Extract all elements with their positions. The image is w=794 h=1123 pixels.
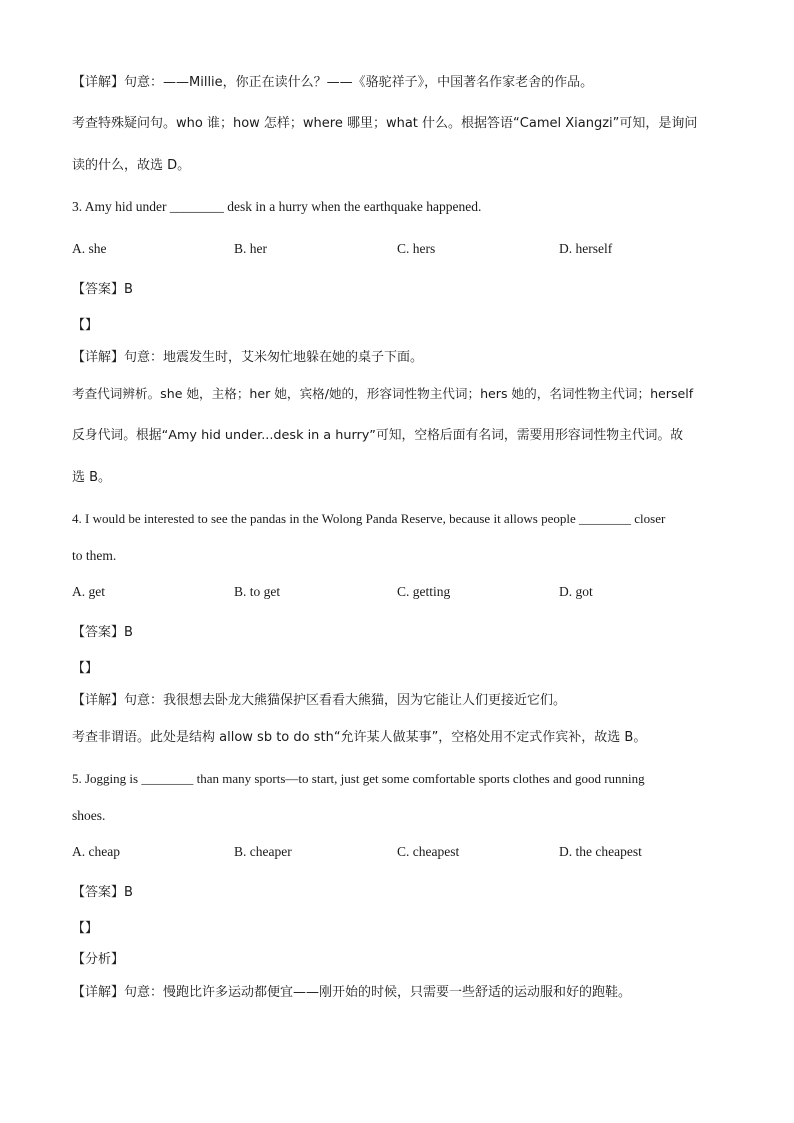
q4-stem-line-2: to them. (72, 548, 117, 563)
q2-detail: 【详解】句意：——Millie，你正在读什么？——《骆驼祥子》，中国著名作家老舍的作品。 (72, 75, 594, 90)
q3-option-b: B. her (234, 241, 267, 256)
q3-option-a: A. she (72, 241, 107, 256)
q5-detail: 【详解】句意：慢跑比许多运动都便宜——刚开始的时候，只需要一些舒适的运动服和好的跑鞋。 (72, 985, 632, 1000)
q5-option-a: A. cheap (72, 844, 120, 859)
q5-option-b: B. cheaper (234, 844, 292, 859)
q5-blank-bracket: 【】 (72, 921, 99, 936)
q5-stem-line-1: 5. Jogging is ________ than many sports—to start, just get some comfortable sports clothes and good running (72, 771, 645, 786)
q2-explanation-line-1: 考查特殊疑问句。who 谁；how 怎样；where 哪里；what 什么。根据答语“Camel Xiangzi”可知，是询问 (72, 116, 698, 131)
q5-stem-line-2: shoes. (72, 808, 106, 823)
q3-option-d: D. herself (559, 241, 613, 256)
q5-option-d: D. the cheapest (559, 844, 642, 859)
q4-option-a: A. get (72, 584, 105, 599)
q4-stem-line-1: 4. I would be interested to see the pandas in the Wolong Panda Reserve, because it allows people ________ closer (72, 511, 666, 526)
q5-option-c: C. cheapest (397, 844, 460, 859)
q4-option-b: B. to get (234, 584, 281, 599)
q4-blank-bracket: 【】 (72, 661, 99, 676)
q3-detail: 【详解】句意：地震发生时，艾米匆忙地躲在她的桌子下面。 (72, 350, 424, 365)
q4-option-d: D. got (559, 584, 593, 599)
q3-explanation-line-1: 考查代词辨析。she 她，主格；her 她，宾格/她的，形容词性物主代词；hers 她的，名词性物主代词；herself (72, 386, 694, 401)
q3-answer: 【答案】B (72, 282, 133, 297)
q4-answer: 【答案】B (72, 625, 133, 640)
q3-explanation-line-3: 选 B。 (72, 470, 112, 485)
q3-stem: 3. Amy hid under ________ desk in a hurry when the earthquake happened. (72, 199, 482, 214)
q5-analysis: 【分析】 (72, 952, 125, 967)
q3-explanation-line-2: 反身代词。根据“Amy hid under...desk in a hurry”可知，空格后面有名词，需要用形容词性物主代词。故 (72, 428, 684, 443)
q3-blank-bracket: 【】 (72, 318, 99, 333)
q3-option-c: C. hers (397, 241, 436, 256)
q4-detail: 【详解】句意：我很想去卧龙大熊猫保护区看看大熊猫，因为它能让人们更接近它们。 (72, 693, 567, 708)
q4-explanation-line-1: 考查非谓语。此处是结构 allow sb to do sth“允许某人做某事”，空格处用不定式作宾补，故选 B。 (72, 730, 647, 745)
q5-answer: 【答案】B (72, 885, 133, 900)
q2-explanation-line-2: 读的什么，故选 D。 (72, 158, 191, 173)
q4-option-c: C. getting (397, 584, 451, 599)
